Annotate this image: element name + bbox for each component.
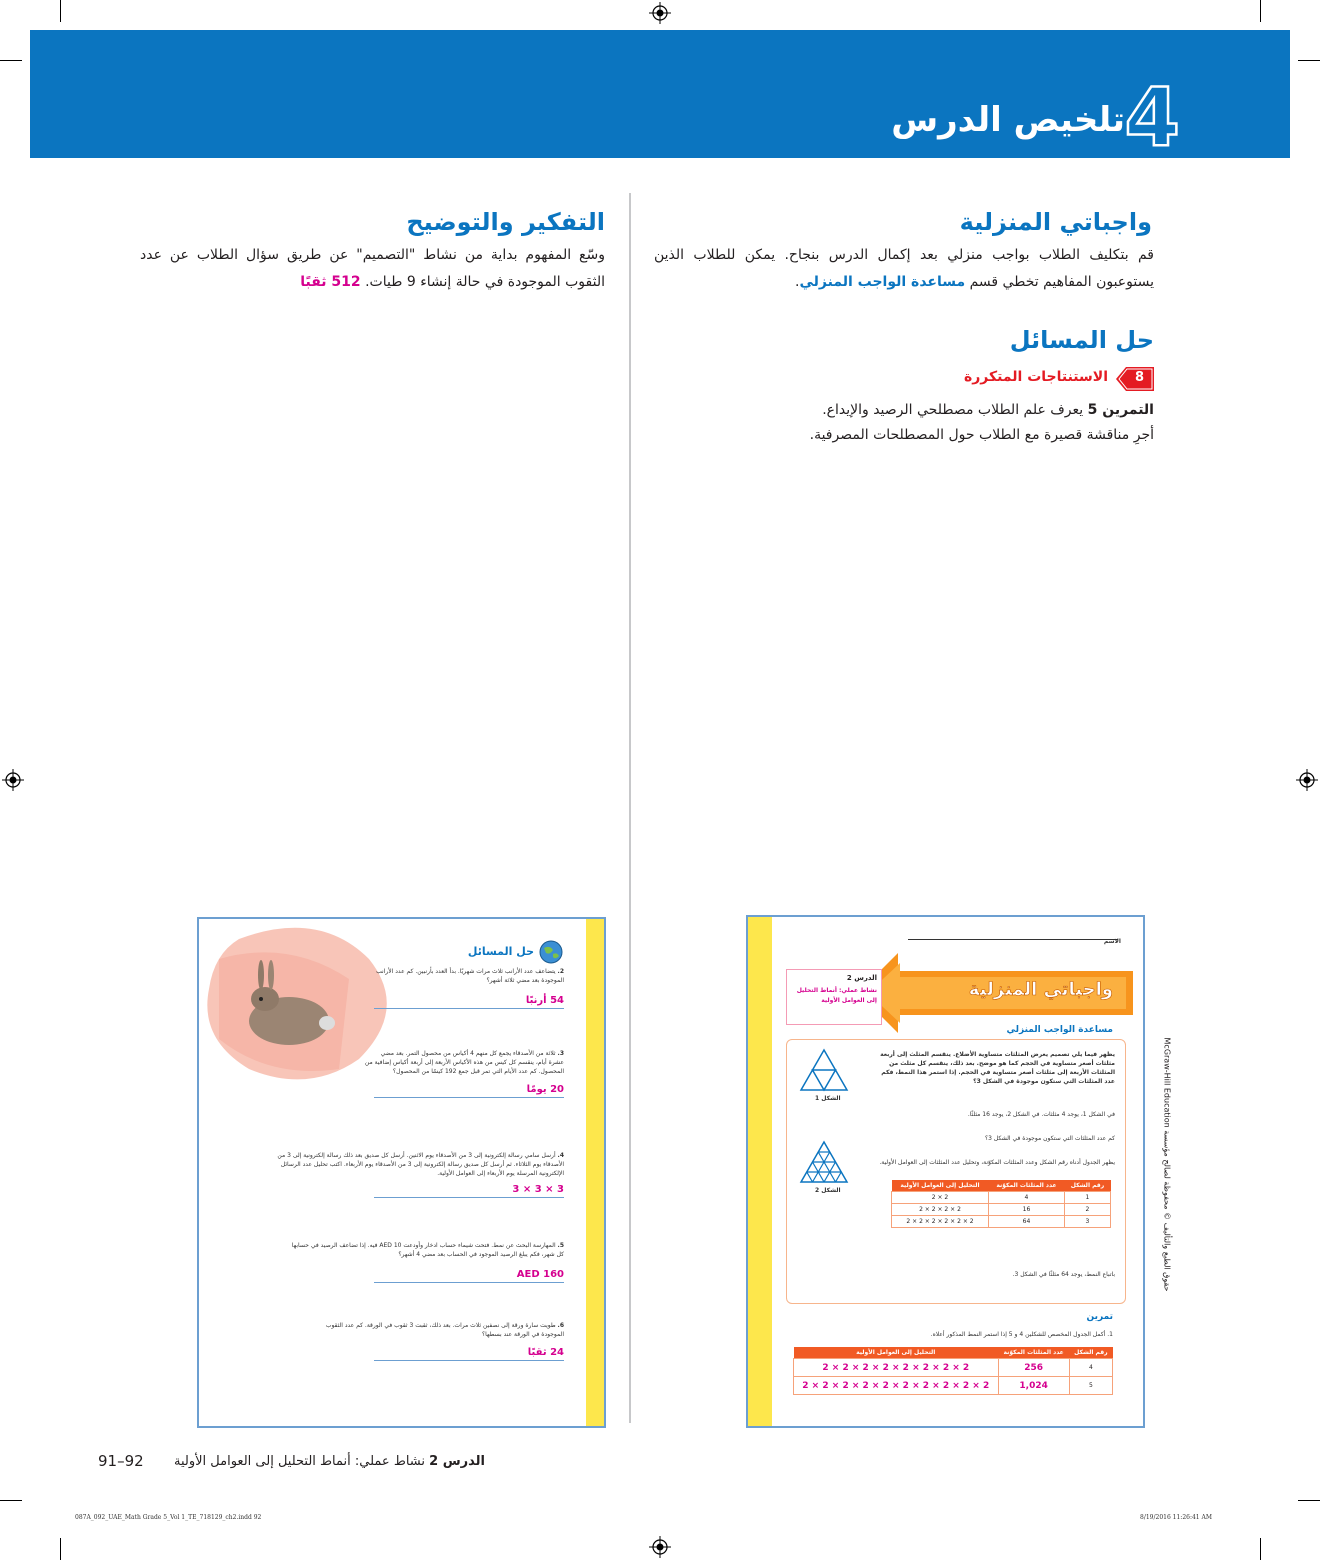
triangle-figure-2 (799, 1140, 849, 1184)
problem-answer: 3 × 3 × 3 (512, 1184, 564, 1195)
lesson-box (786, 969, 882, 1025)
thumb-right-title: واجباتي المنزلية (968, 979, 1113, 1000)
column-divider (629, 193, 631, 1423)
answer-line (374, 1197, 564, 1198)
table-cell: 2 × 2 (892, 1192, 989, 1204)
problem-answer: 24 ثقبًا (527, 1347, 564, 1358)
help-table (891, 1180, 1111, 1228)
exercise-label: التمرين 5 (1087, 402, 1154, 418)
table-cell-answer: 1,024 (998, 1377, 1069, 1395)
problem-text: أرسل سامي رسالة إلكترونية إلى 3 من الأصدقاء يوم الاثنين. أرسل كل صديق بعد ذلك رسالة إلكترونية إلى 3 من الأصدقاء يوم الثلاثاء. ثم أرسل كل صديق رسالة إلكترونية إلى 3 من الأصدقاء يوم الأربعاء. اكتب تحليل عدد الرسائل الإلكترونية المرسلة يوم الأربعاء إلى العوامل الأولية. (277, 1152, 564, 1177)
practice-heading: تمرين (1086, 1312, 1113, 1322)
name-label: الاسم (1103, 938, 1121, 945)
answer-line (374, 1282, 564, 1283)
table-cell: 2 × 2 × 2 × 2 (892, 1204, 989, 1216)
problem-number: 3. (557, 1050, 564, 1057)
homework-text (654, 242, 1154, 296)
thumb-problem (364, 1049, 564, 1098)
practice-text: 1. أكمل الجدول المخصص للشكلين 4 و 5 إذا استمر النمط المذكور أعلاه. (930, 1331, 1113, 1338)
crop-mark (1260, 0, 1261, 22)
footer-lesson-info (174, 1454, 485, 1469)
problem-text: طويت سارة ورقة إلى نصفين ثلاث مرات. بعد ذلك، ثقبت 3 ثقوب في الورقة. كم عدد الثقوب الموجودة في الورقة عند بسطها؟ (325, 1322, 564, 1338)
fig1-label: الشكل 1 (815, 1095, 841, 1102)
help-heading: مساعدة الواجب المنزلي (1006, 1025, 1113, 1035)
thumb-problem (274, 1151, 564, 1198)
thumb-problem (324, 1321, 564, 1361)
table-cell: 5 (1069, 1377, 1112, 1395)
homework-text-end: . (795, 274, 800, 290)
table-row (794, 1377, 1113, 1395)
banner-title: تلخيص الدرس (891, 100, 1125, 140)
problem-number: 6. (557, 1322, 564, 1329)
table-row (892, 1216, 1111, 1228)
help-line3: يظهر الجدول أدناه رقم الشكل وعدد المثلثات المكوّنة، وتحليل عدد المثلثات إلى العوامل الأولية. (879, 1159, 1115, 1166)
problem-text: يتضاعف عدد الأرانب ثلاث مرات شهريًا. بدأ العدد بأرنبين. كم عدد الأرانب الموجودة بعد مضي ثلاثة أشهر؟ (376, 968, 564, 984)
table-cell: 1 (1064, 1192, 1110, 1204)
table-cell: 2 (1064, 1204, 1110, 1216)
help-line2: كم عدد المثلثات التي ستكون موجودة في الشكل 3؟ (984, 1135, 1115, 1142)
table-cell: 4 (988, 1192, 1064, 1204)
lesson-box-activity: نشاط عملي: أنماط التحليل إلى العوامل الأولية (796, 987, 877, 1004)
practice-table (793, 1347, 1113, 1395)
yellow-strip (748, 917, 772, 1426)
problem-solving-heading: حل المسائل (1009, 326, 1154, 354)
answer-line (374, 1008, 564, 1009)
footer-activity: نشاط عملي: أنماط التحليل إلى العوامل الأولية (174, 1454, 430, 1469)
student-page-thumbnail-right (746, 915, 1145, 1428)
copyright-vertical: حقوق الطبع والتأليف © محفوظة لصالح مؤسسة McGraw-Hill Education (1162, 1037, 1172, 1292)
help-conclusion: باتباع النمط، يوجد 64 مثلثًا في الشكل 3. (1012, 1271, 1115, 1278)
lesson-number: 4 (1124, 71, 1180, 164)
problem-text: المهارسة البحث عن نمط. فتحت شيماء حساب ادخار وأودعت AED 10 فيه. إذا تضاعف الرصيد في حسابها كل شهر، فكم يبلغ الرصيد الموجود في الحساب بعد مضي 4 أشهر؟ (291, 1242, 564, 1258)
footer-lesson-label: الدرس 2 (429, 1454, 485, 1469)
table-header: التحليل إلى العوامل الأولية (794, 1347, 999, 1359)
help-box (786, 1039, 1126, 1304)
problem-answer: 54 أرنبًا (525, 995, 564, 1006)
table-header: عدد المثلثات المكوّنة (988, 1180, 1064, 1192)
exercise-text: يعرف علم الطلاب مصطلحي الرصيد والإيداع. (822, 402, 1088, 418)
crop-mark (60, 0, 61, 22)
print-slug-file: 087A_092_UAE_Math Grade 5_Vol 1_TE_718129_ch2.indd 92 (75, 1514, 262, 1521)
print-slug-date: 8/19/2016 11:26:41 AM (1140, 1514, 1213, 1521)
exercise-line2: أجرِ مناقشة قصيرة مع الطلاب حول المصطلحات المصرفية. (809, 427, 1154, 443)
answer-line (374, 1360, 564, 1361)
table-cell: 16 (988, 1204, 1064, 1216)
table-header: رقم الشكل (1069, 1347, 1112, 1359)
problem-number: 2. (557, 968, 564, 975)
globe-icon (538, 939, 564, 965)
homework-help-link: مساعدة الواجب المنزلي (799, 274, 966, 290)
homework-heading: واجباتي المنزلية (959, 208, 1152, 236)
table-row (892, 1204, 1111, 1216)
table-cell-answer: 2 × 2 × 2 × 2 × 2 × 2 × 2 × 2 (794, 1359, 999, 1377)
lesson-box-label: الدرس 2 (846, 974, 877, 982)
thumb-problem (374, 967, 564, 1009)
mp-badge-label: الاستنتاجات المتكررة (963, 369, 1108, 385)
table-row (794, 1359, 1113, 1377)
table-cell: 4 (1069, 1359, 1112, 1377)
table-header: رقم الشكل (1064, 1180, 1110, 1192)
thumb-left-heading: حل المسائل (467, 945, 534, 958)
registration-mark-icon (2, 769, 24, 791)
registration-mark-icon (649, 2, 671, 24)
table-cell: 64 (988, 1216, 1064, 1228)
table-row (892, 1192, 1111, 1204)
table-header: عدد المثلثات المكوّنة (998, 1347, 1069, 1359)
answer-line (374, 1097, 564, 1098)
table-cell: 2 × 2 × 2 × 2 × 2 × 2 (892, 1216, 989, 1228)
help-intro: يظهر فيما يلي تصميم يعرض المثلثات متساوية الأضلاع. ينقسم المثلث إلى أربعة مثلثات أصغر متساوية في الحجم كما هو موضح. بعد ذلك، ينقسم كل مثلث من المثلثات الأربعة إلى مثلثات أصغر متساوية في الحجم. إذا استمر هذا النمط، فكم عدد المثلثات التي ستكون موجودة في الشكل 3؟ (880, 1051, 1115, 1085)
registration-mark-icon (649, 1536, 671, 1558)
student-page-thumbnail-left (197, 917, 606, 1428)
crop-mark (1298, 1500, 1320, 1501)
crop-mark (60, 1538, 61, 1560)
reflect-answer: 512 ثقبًا (300, 274, 361, 290)
crop-mark (1260, 1538, 1261, 1560)
exercise-note (654, 397, 1154, 424)
table-cell: 3 (1064, 1216, 1110, 1228)
yellow-strip (586, 919, 604, 1426)
reflect-heading: التفكير والتوضيح (406, 208, 605, 236)
table-cell-answer: 256 (998, 1359, 1069, 1377)
help-line1: في الشكل 1، يوجد 4 مثلثات. في الشكل 2، يوجد 16 مثلثًا. (967, 1111, 1115, 1118)
homework-text-main: قم بتكليف الطلاب بواجب منزلي بعد إكمال الدرس بنجاح. يمكن للطلاب الذين يستوعبون المفاهيم تخطي قسم (654, 247, 1154, 290)
crop-mark (1298, 60, 1320, 61)
copyright-vertical-wrap (1162, 1030, 1172, 1300)
problem-number: 5. (557, 1242, 564, 1249)
fig2-label: الشكل 2 (815, 1187, 841, 1194)
registration-mark-icon (1296, 769, 1318, 791)
mp-badge-number: 8 (1134, 370, 1144, 385)
table-cell-answer: 2 × 2 × 2 × 2 × 2 × 2 × 2 × 2 × 2 × 2 (794, 1377, 999, 1395)
footer-page-numbers: 91–92 (98, 1452, 144, 1470)
reflect-text (140, 242, 605, 296)
problem-number: 4. (557, 1152, 564, 1159)
problem-answer: AED 160 (516, 1269, 564, 1280)
thumb-problem (284, 1241, 564, 1283)
reflect-body: وسّع المفهوم بداية من نشاط "التصميم" عن طريق سؤال الطلاب عن عدد الثقوب الموجودة في حالة إنشاء 9 طيات. (140, 247, 605, 290)
crop-mark (0, 60, 22, 61)
problem-answer: 20 يومًا (526, 1084, 564, 1095)
name-line (908, 939, 1118, 940)
crop-mark (0, 1500, 22, 1501)
mp-badge (1116, 367, 1154, 391)
table-header: التحليل إلى العوامل الأولية (892, 1180, 989, 1192)
problem-text: ثلاثة من الأصدقاء يجمع كل منهم 4 أكياس من محصول التمر. بعد مضي عشرة أيام، ينقسم كل كيس من هذه الأكياس الأربعة إلى أربعة أكياس إضافية من المحصول. كم عدد الأيام التي تمر قبل جمع 192 كيسًا من المحصول؟ (364, 1050, 564, 1075)
triangle-figure-1 (799, 1048, 849, 1092)
